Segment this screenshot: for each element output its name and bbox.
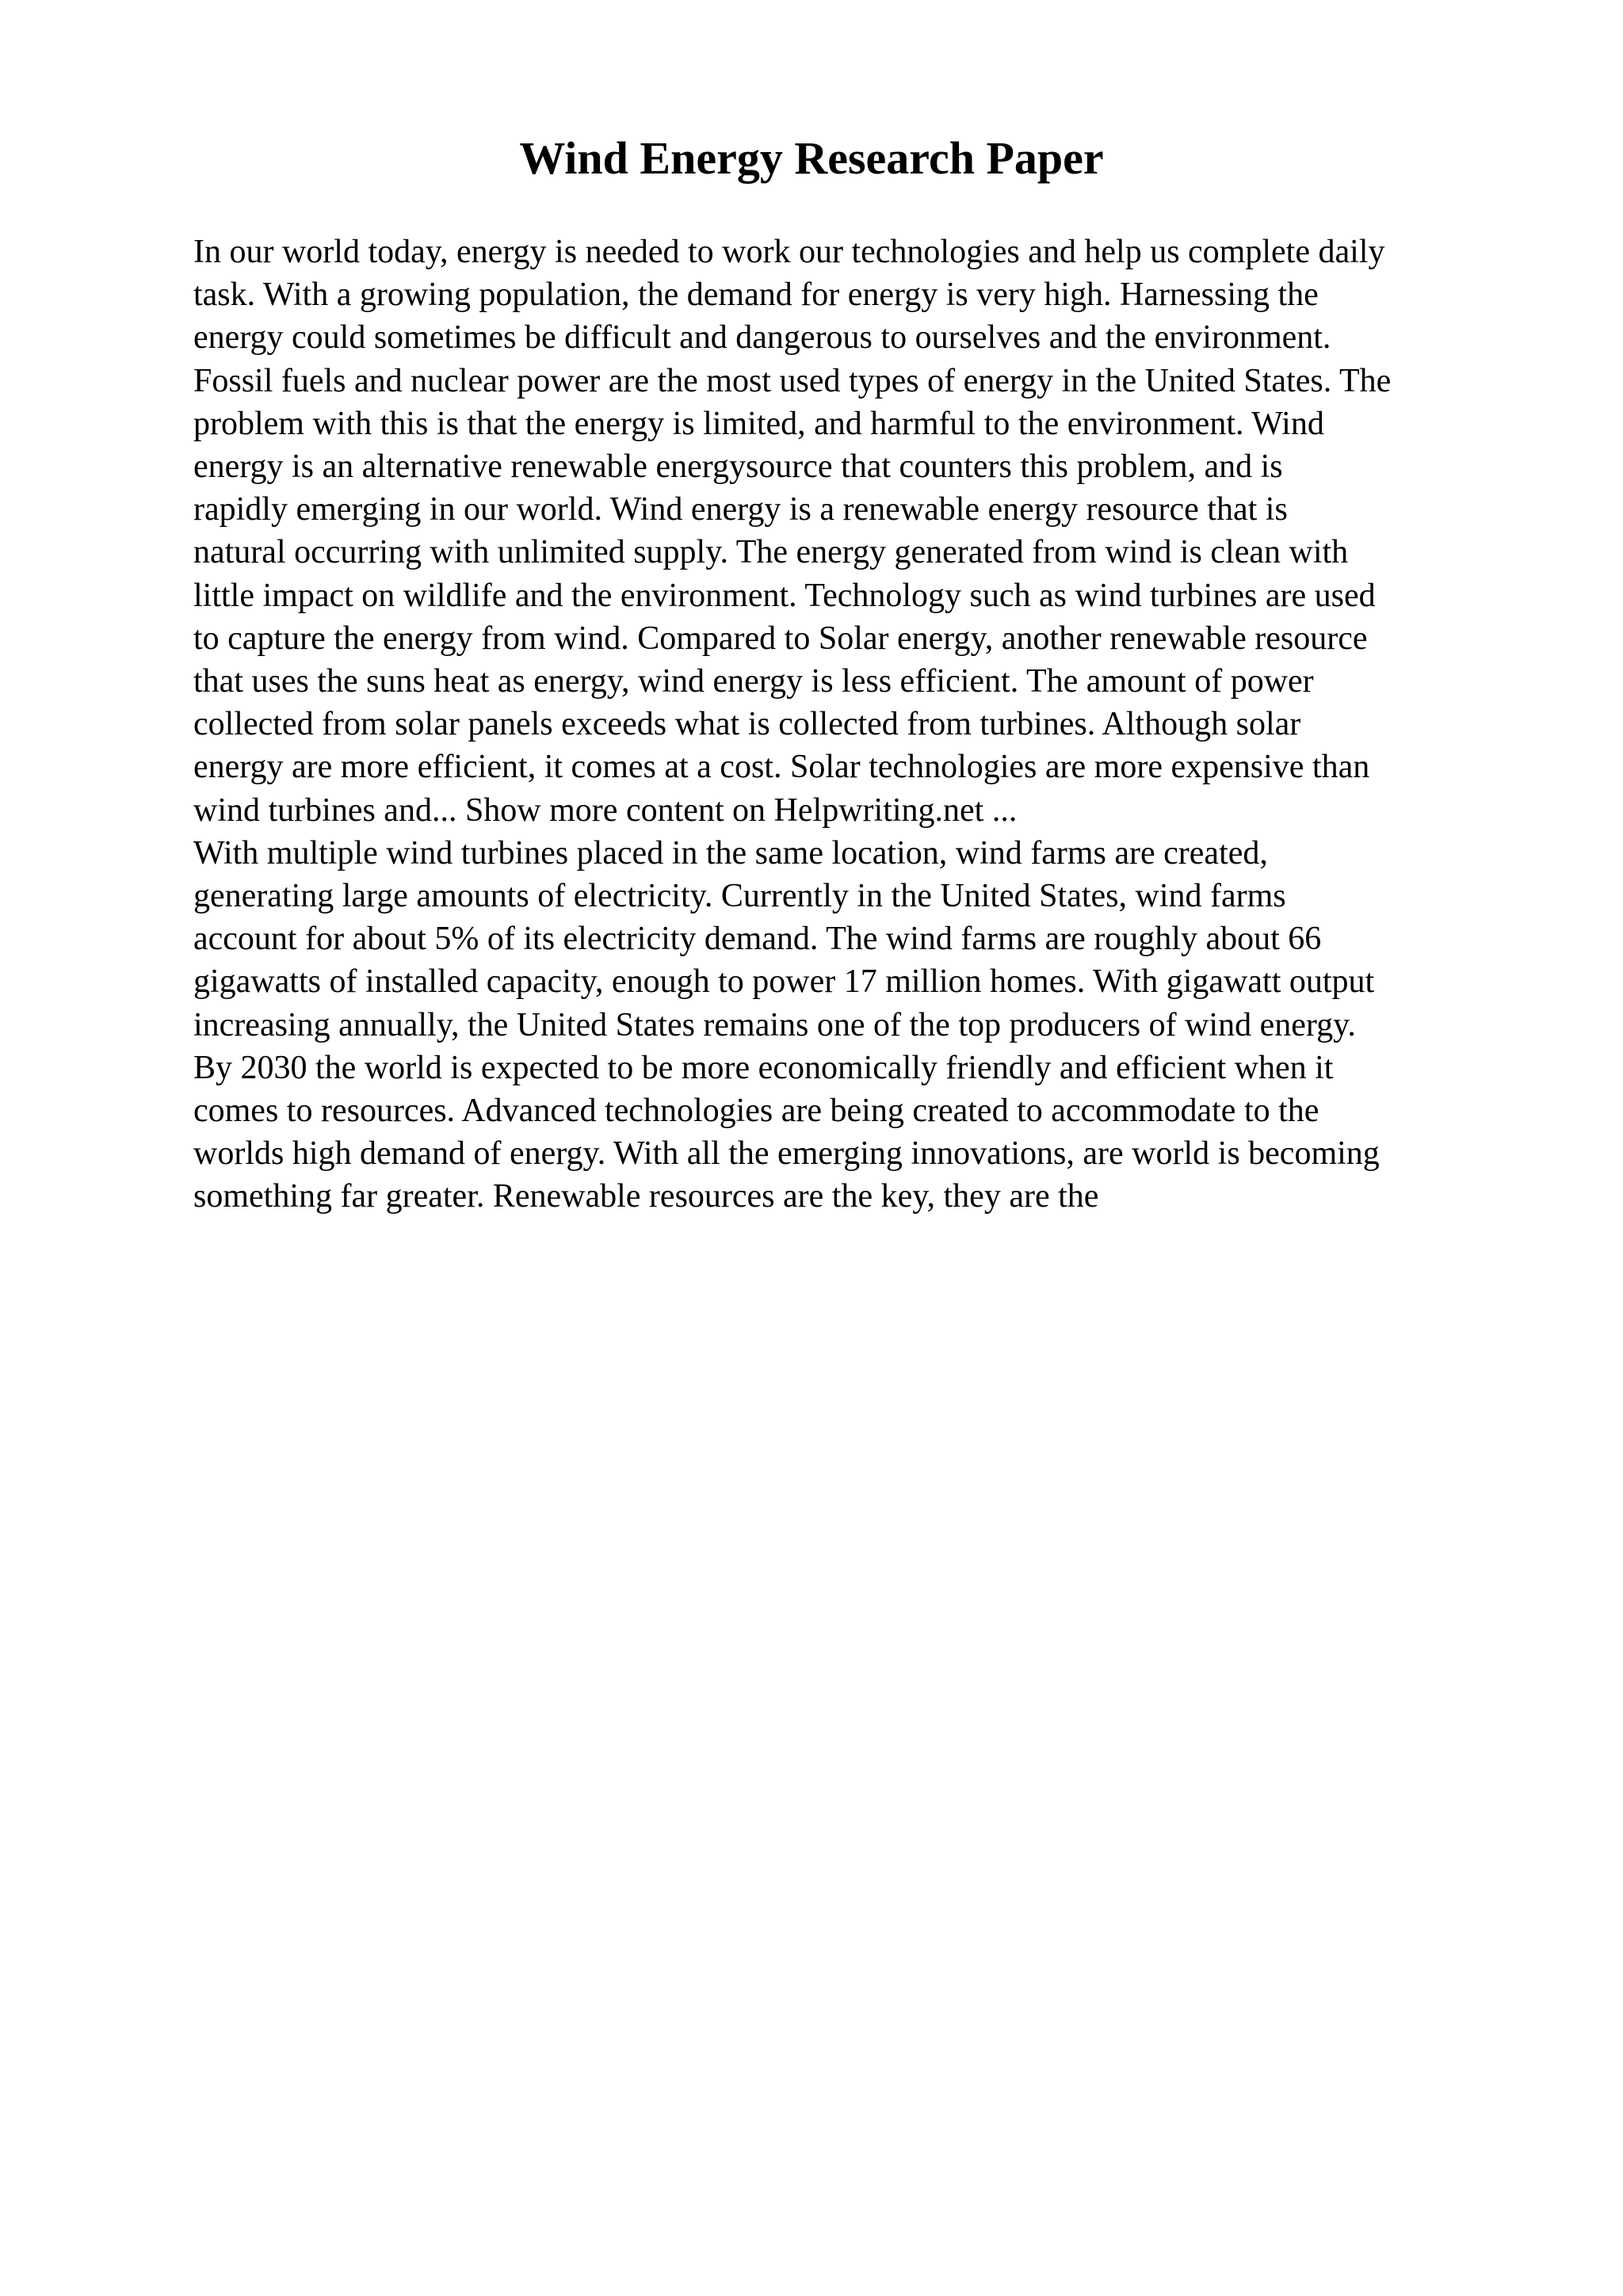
- document-body: [193, 231, 1541, 1219]
- body-line: gigawatts of installed capacity, enough to power 17 million homes. With gigawatt output: [193, 963, 1375, 1001]
- body-line: energy are more efficient, it comes at a cost. Solar technologies are more expensive than: [193, 749, 1370, 786]
- body-line: task. With a growing population, the demand for energy is very high. Harnessing the: [193, 277, 1319, 314]
- body-line: natural occurring with unlimited supply. The energy generated from wind is clean with: [193, 534, 1349, 571]
- body-line: comes to resources. Advanced technologies are being created to accommodate to the: [193, 1093, 1319, 1130]
- body-line: worlds high demand of energy. With all the emerging innovations, are world is becoming: [193, 1135, 1380, 1173]
- body-line: generating large amounts of electricity. Currently in the United States, wind farms: [193, 878, 1286, 915]
- body-line: that uses the suns heat as energy, wind energy is less efficient. The amount of power: [193, 663, 1314, 700]
- body-line: something far greater. Renewable resources are the key, they are the: [193, 1178, 1099, 1215]
- body-line: By 2030 the world is expected to be more economically friendly and efficient when it: [193, 1049, 1334, 1086]
- body-line: energy is an alternative renewable energysource that counters this problem, and is: [193, 448, 1283, 486]
- body-line: Fossil fuels and nuclear power are the most used types of energy in the United States. The: [193, 362, 1392, 399]
- body-line: problem with this is that the energy is limited, and harmful to the environment. Wind: [193, 405, 1324, 442]
- body-line: increasing annually, the United States remains one of the top producers of wind energy.: [193, 1006, 1356, 1043]
- body-line: to capture the energy from wind. Compared to Solar energy, another renewable resource: [193, 620, 1368, 657]
- body-line: In our world today, energy is needed to work our technologies and help us complete daily: [193, 234, 1385, 270]
- body-line: With multiple wind turbines placed in the same location, wind farms are created,: [193, 834, 1268, 871]
- body-line: energy could sometimes be difficult and dangerous to ourselves and the environment.: [193, 319, 1331, 357]
- body-line: little impact on wildlife and the environment. Technology such as wind turbines are used: [193, 577, 1376, 614]
- body-line: collected from solar panels exceeds what is collected from turbines. Although solar: [193, 706, 1301, 743]
- body-line: account for about 5% of its electricity demand. The wind farms are roughly about 66: [193, 921, 1322, 958]
- document-title: Wind Energy Research Paper: [519, 132, 1104, 184]
- body-line: rapidly emerging in our world. Wind energy is a renewable energy resource that is: [193, 491, 1288, 528]
- body-line: wind turbines and... Show more content on Helpwriting.net ...: [193, 791, 1018, 829]
